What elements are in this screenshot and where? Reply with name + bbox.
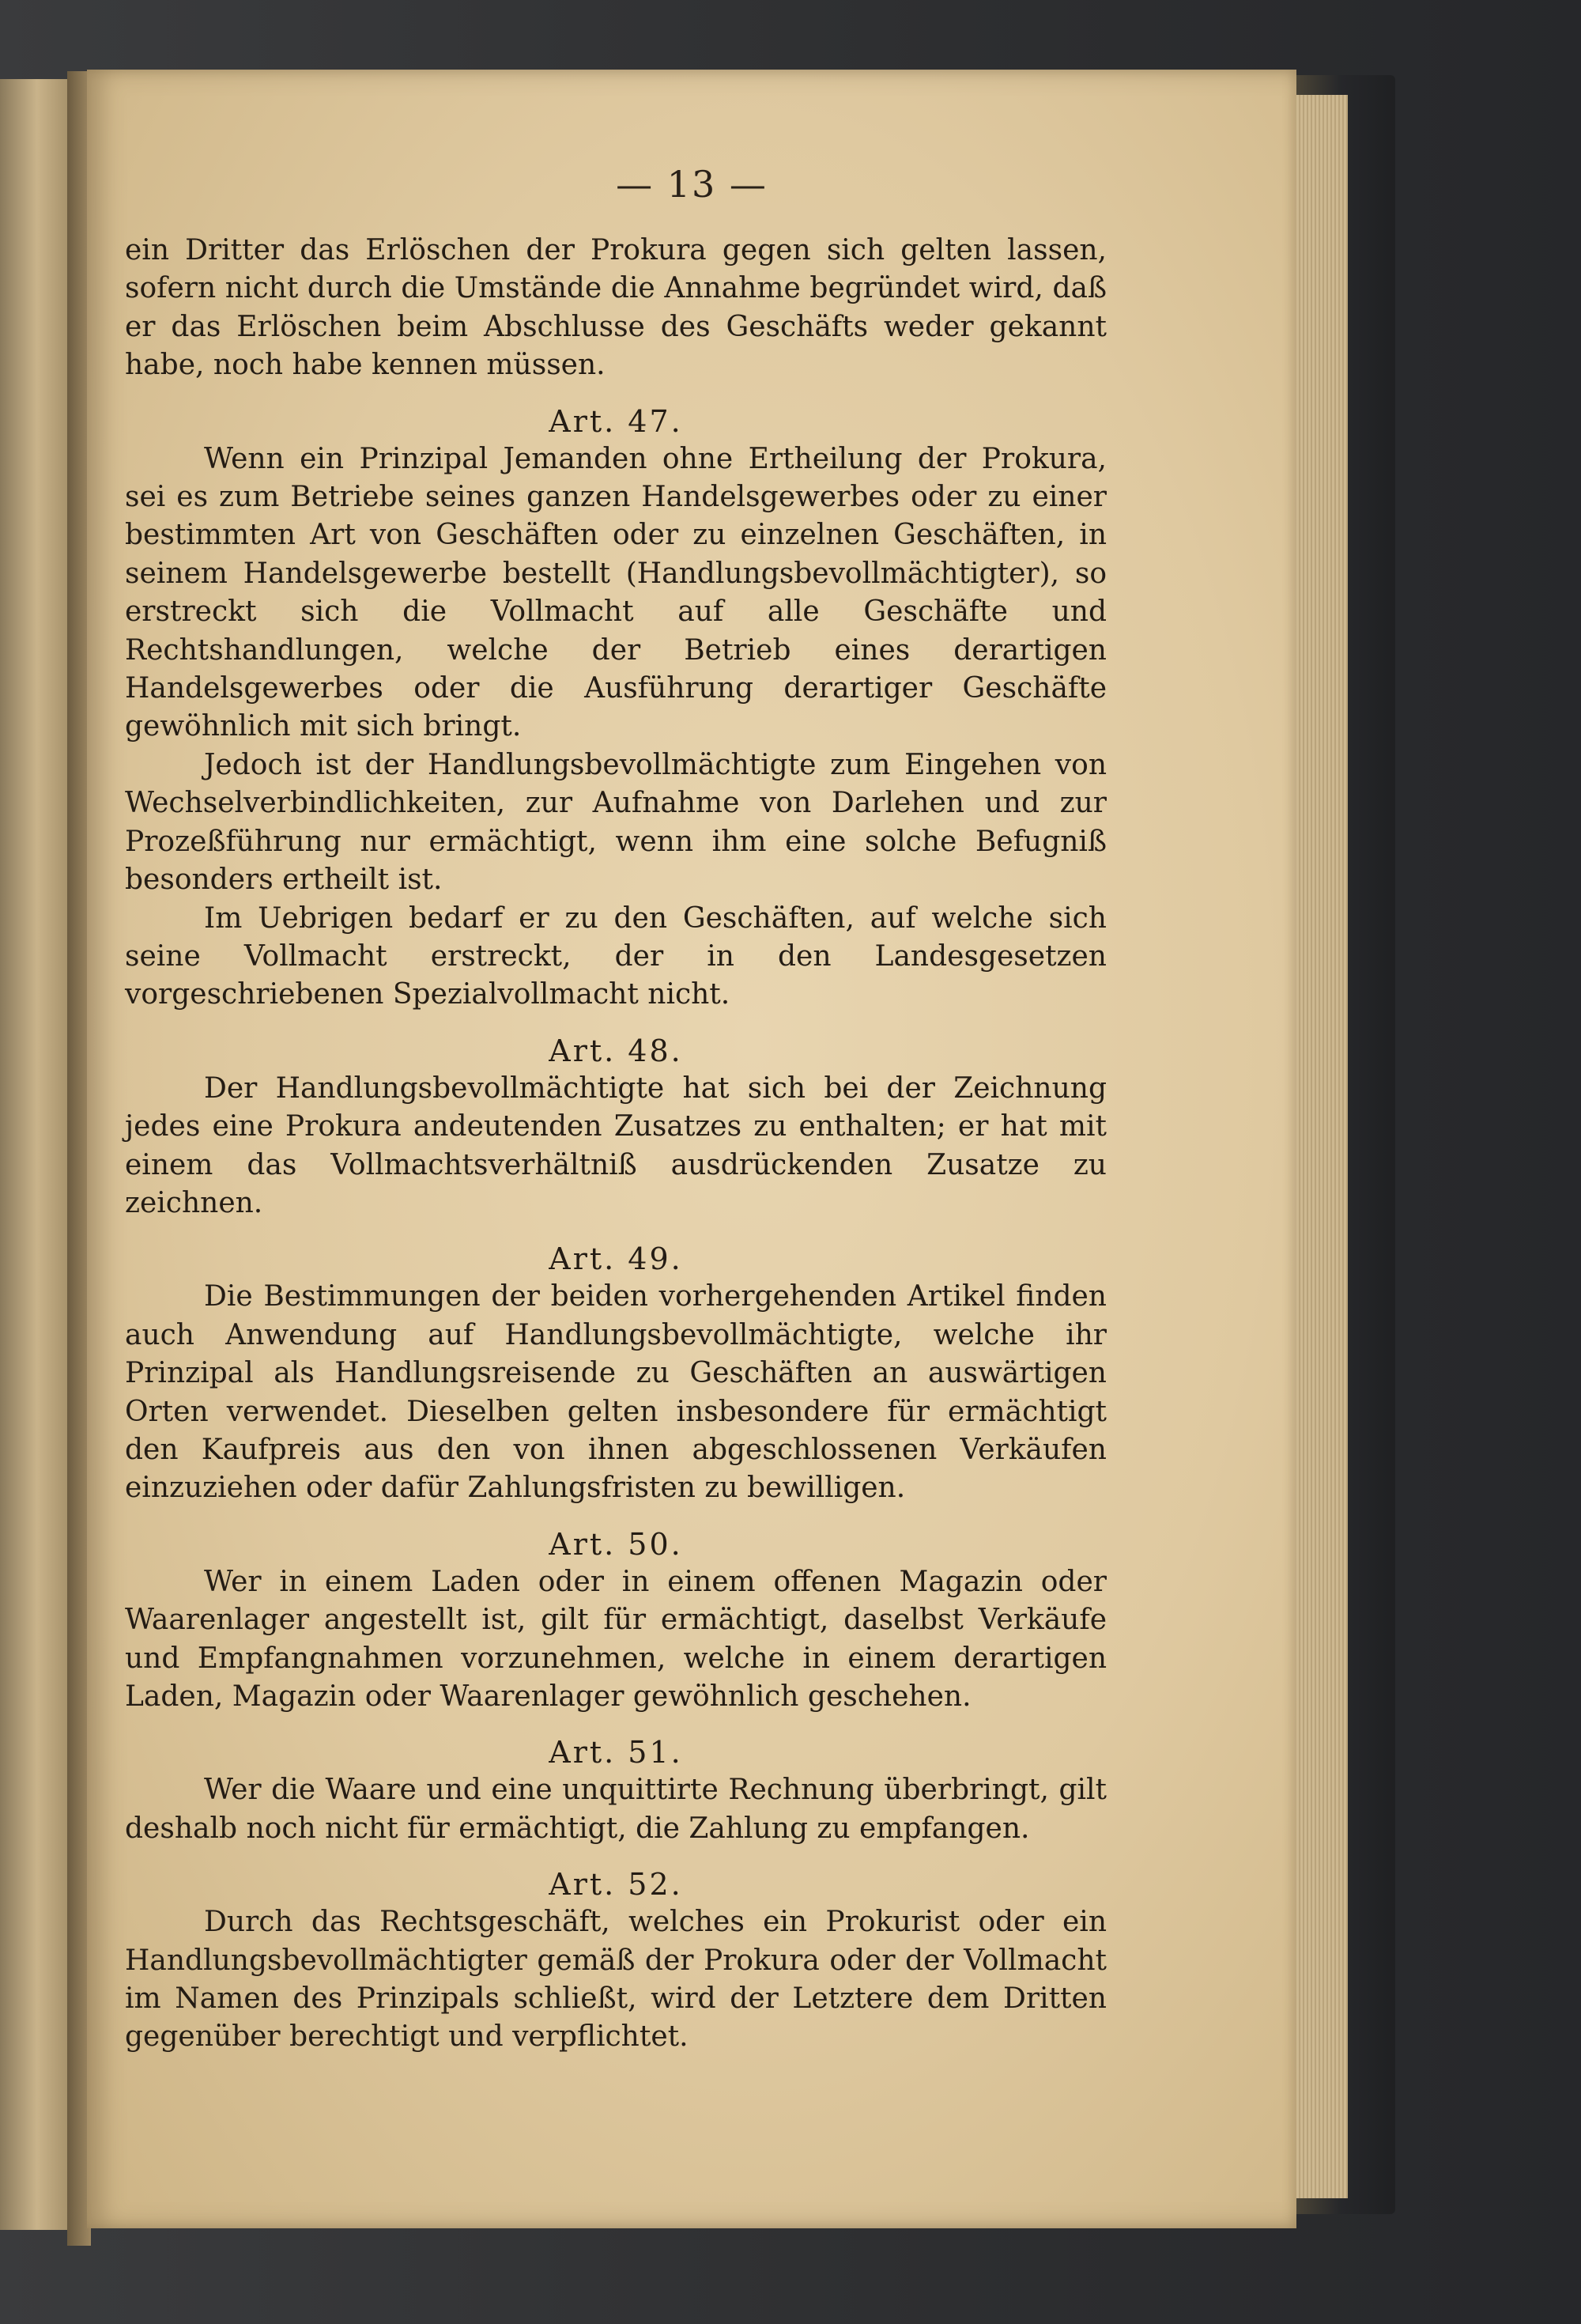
- article-paragraph: Wer die Waare und eine unquittirte Rechnung überbringt, gilt deshalb noch nicht für ermächtigt, die Zahlung zu empfangen.: [125, 1774, 1107, 1845]
- article-heading: Art. 52.: [549, 1867, 683, 1903]
- article-heading: Art. 49.: [549, 1241, 683, 1277]
- article-paragraph: Der Handlungsbevollmächtigte hat sich bei der Zeichnung jedes eine Prokura andeutenden Zusatzes zu enthalten; er hat mit einem das Vollmachtsverhältniß ausdrückenden Zusatze zu zeichnen.: [125, 1071, 1107, 1219]
- left-page-edge: [0, 79, 67, 2230]
- article-paragraph: Die Bestimmungen der beiden vorhergehenden Artikel finden auch Anwendung auf Handlungsbevollmächtigte, welche ihr Prinzipal als Handlungsreisende zu Geschäften an auswärtigen Orten verwendet. Dieselben gelten insbesondere für ermächtigt den Kaufpreis aus den von ihnen abgeschlossenen Verkäufen einzuziehen oder dafür Zahlungsfristen zu bewilligen.: [125, 1280, 1107, 1505]
- article-paragraph: Wenn ein Prinzipal Jemanden ohne Ertheilung der Prokura, sei es zum Betriebe seines ganzen Handelsgewerbes oder zu einer bestimmten Art von Geschäften oder zu einzelnen Geschäften, in seinem Handelsgewerbe bestellt (Handlungsbevollmächtigter), so erstreckt sich die Vollmacht auf alle Geschäfte und Rechtshandlungen, welche der Betrieb eines derartigen Handelsgewerbes oder die Ausführung derartiger Geschäfte gewöhnlich mit sich bringt.: [125, 442, 1107, 743]
- article-heading: Art. 51.: [549, 1735, 683, 1770]
- intro-paragraph: ein Dritter das Erlöschen der Prokura gegen sich gelten lassen, sofern nicht durch die Umstände die Annahme begründet wird, daß er das Erlöschen beim Abschlusse des Geschäfts weder gekannt habe, noch habe kennen müssen.: [125, 234, 1107, 382]
- article-paragraph: Jedoch ist der Handlungsbevollmächtigte zum Eingehen von Wechselverbindlichkeiten, zur Aufnahme von Darlehen und zur Prozeßführung nur ermächtigt, wenn ihm eine solche Befugniß besonders ertheilt ist.: [125, 748, 1107, 897]
- article-heading: Art. 47.: [549, 403, 683, 439]
- page-body: [125, 232, 1107, 2057]
- book-page: [87, 70, 1296, 2228]
- article-paragraph: Wer in einem Laden oder in einem offenen Magazin oder Waarenlager angestellt ist, gilt für ermächtigt, daselbst Verkäufe und Empfangnahmen vorzunehmen, welche in einem derartigen Laden, Magazin oder Waarenlager gewöhnlich geschehen.: [125, 1565, 1107, 1713]
- article-paragraph: Im Uebrigen bedarf er zu den Geschäften, auf welche sich seine Vollmacht erstreckt, der in den Landesgesetzen vorgeschriebenen Spezialvollmacht nicht.: [125, 901, 1107, 1011]
- article-heading: Art. 50.: [549, 1526, 683, 1562]
- page-number: — 13 —: [616, 163, 768, 206]
- article-heading: Art. 48.: [549, 1033, 683, 1068]
- article-paragraph: Durch das Rechtsgeschäft, welches ein Prokurist oder ein Handlungsbevollmächtigter gemäß der Prokura oder der Vollmacht im Namen des Prinzipals schließt, wird der Letztere dem Dritten gegenüber berechtigt und verpflichtet.: [125, 1906, 1107, 2054]
